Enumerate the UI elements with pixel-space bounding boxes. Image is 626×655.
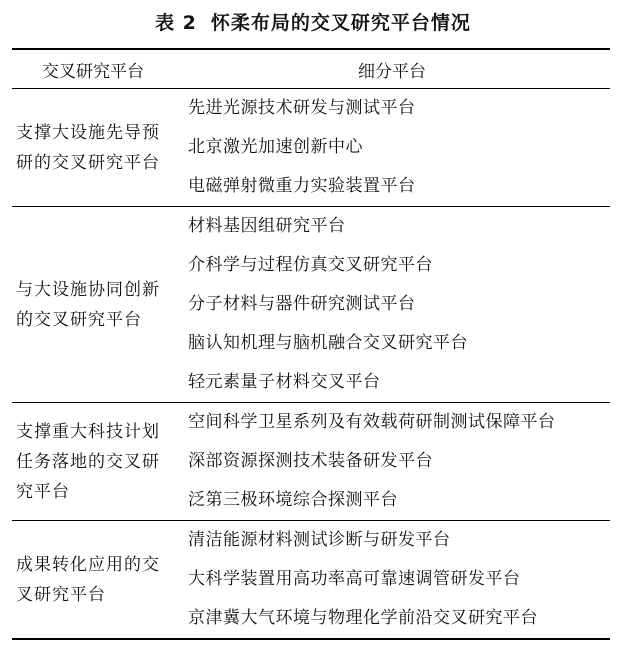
sub-platform-item: 泛第三极环境综合探测平台 xyxy=(188,490,398,510)
sub-platform-item: 大科学装置用高功率高可靠速调管研发平台 xyxy=(188,569,521,589)
sub-platform-item: 先进光源技术研发与测试平台 xyxy=(188,98,416,118)
platform-table xyxy=(12,48,610,640)
sub-platform-cell xyxy=(174,403,610,521)
sub-platform-item: 介科学与过程仿真交叉研究平台 xyxy=(188,255,433,275)
sub-platform-item: 空间科学卫星系列及有效载荷研制测试保障平台 xyxy=(188,412,556,432)
header-sub-platform: 细分平台 xyxy=(174,49,610,89)
sub-platform-cell xyxy=(174,521,610,640)
table-row xyxy=(12,403,610,521)
sub-platform-item: 清洁能源材料测试诊断与研发平台 xyxy=(188,530,451,550)
table-number: 表 2 xyxy=(155,12,197,34)
sub-platform-item: 材料基因组研究平台 xyxy=(188,216,346,236)
category-cell: 与大设施协同创新的交叉研究平台 xyxy=(12,207,174,403)
table-header-row xyxy=(12,49,610,89)
sub-platform-item: 电磁弹射微重力实验装置平台 xyxy=(188,176,416,196)
category-cell: 支撑重大科技计划任务落地的交叉研究平台 xyxy=(12,403,174,521)
sub-platform-item: 分子材料与器件研究测试平台 xyxy=(188,294,416,314)
category-cell: 支撑大设施先导预研的交叉研究平台 xyxy=(12,89,174,207)
table-caption xyxy=(0,8,626,35)
table-row xyxy=(12,521,610,640)
category-cell: 成果转化应用的交叉研究平台 xyxy=(12,521,174,640)
table-row xyxy=(12,207,610,403)
sub-platform-cell xyxy=(174,207,610,403)
table-title: 怀柔布局的交叉研究平台情况 xyxy=(210,12,471,34)
sub-platform-item: 京津冀大气环境与物理化学前沿交叉研究平台 xyxy=(188,608,538,628)
sub-platform-cell xyxy=(174,89,610,207)
sub-platform-item: 轻元素量子材料交叉平台 xyxy=(188,372,381,392)
sub-platform-item: 深部资源探测技术装备研发平台 xyxy=(188,451,433,471)
sub-platform-item: 脑认知机理与脑机融合交叉研究平台 xyxy=(188,333,468,353)
sub-platform-item: 北京激光加速创新中心 xyxy=(188,137,363,157)
header-platform: 交叉研究平台 xyxy=(12,49,174,89)
table-row xyxy=(12,89,610,207)
